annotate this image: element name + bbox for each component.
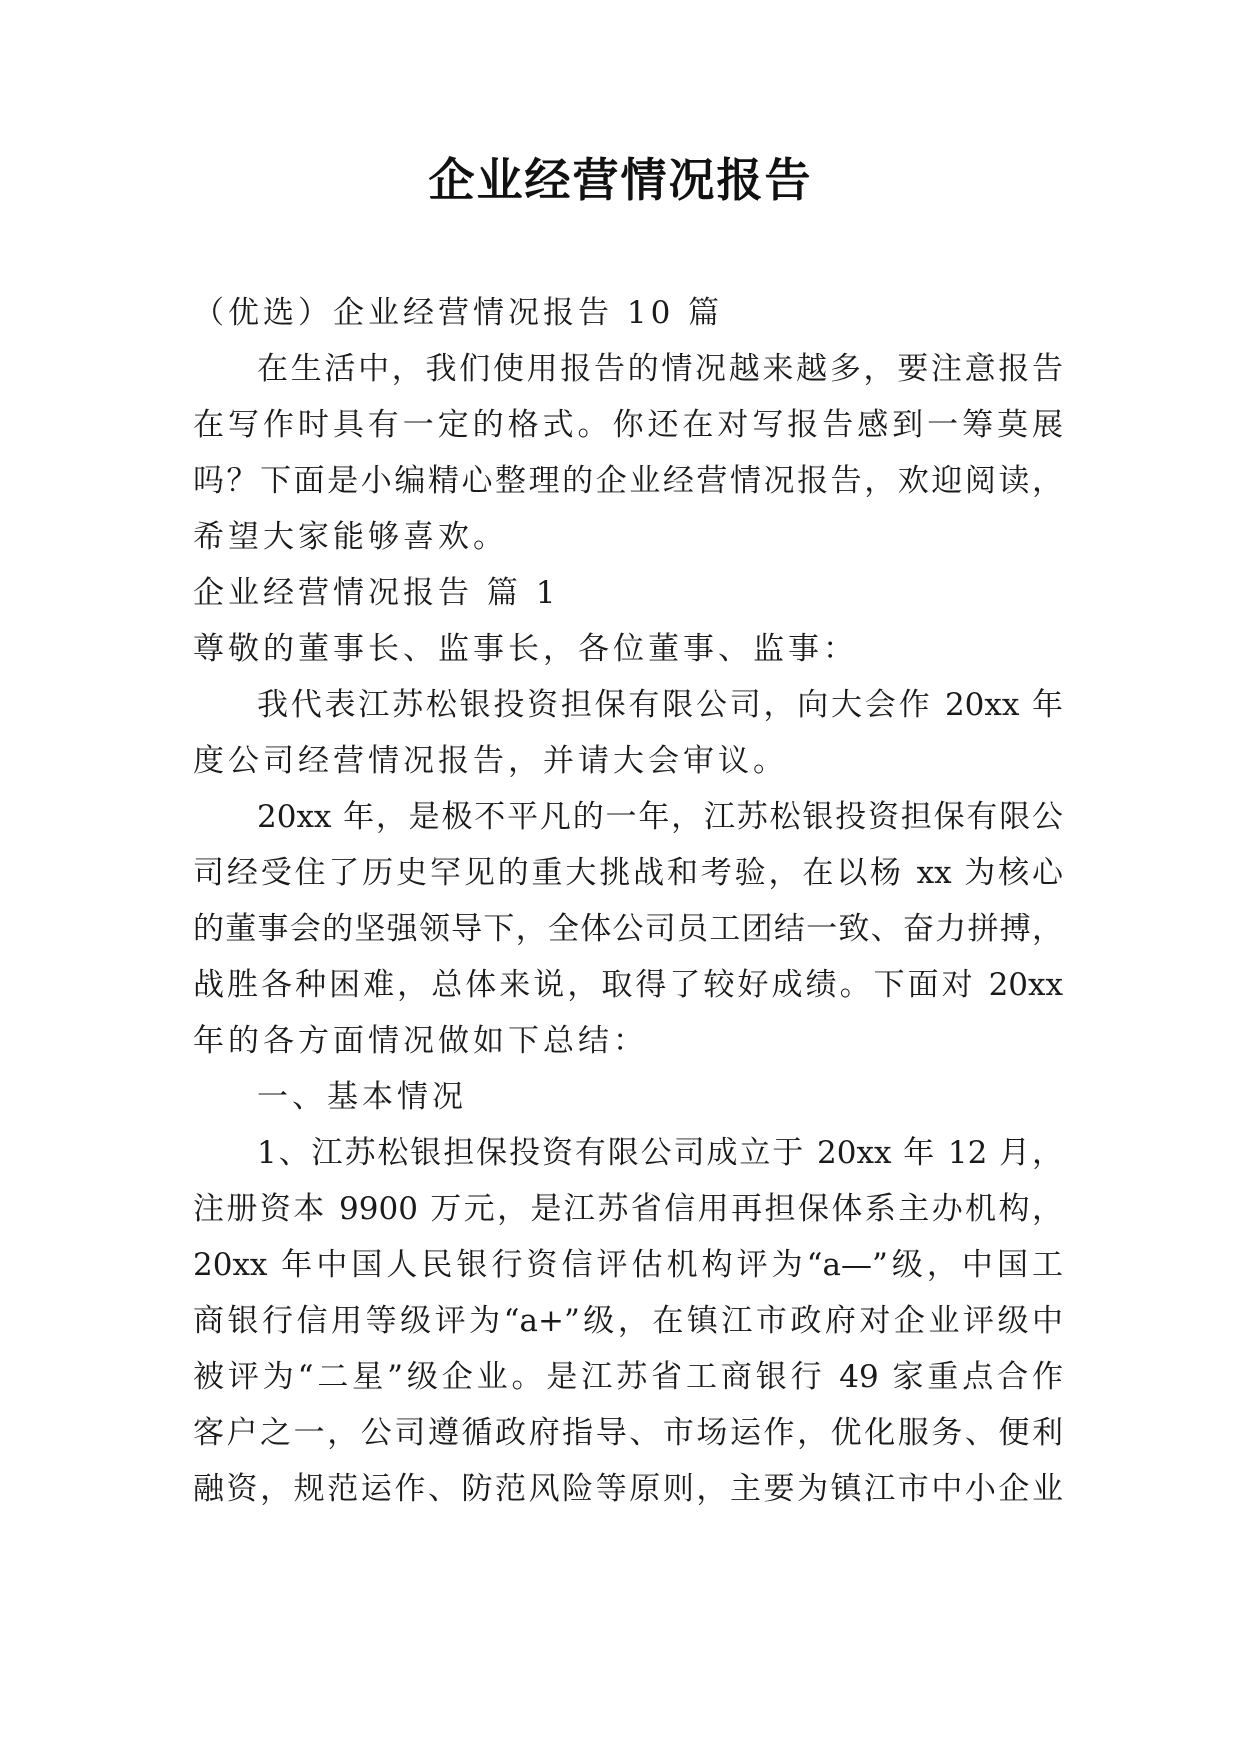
paragraph-line: 希望大家能够喜欢。 [193,519,508,555]
paragraph-line: 20xx 年中国人民银行资信评估机构评为“a—”级，中国工 [193,1247,1063,1283]
paragraph-line: 的董事会的坚强领导下，全体公司员工团结一致、奋力拼搏， [193,911,1063,947]
paragraph-line: 客户之一，公司遵循政府指导、市场运作，优化服务、便利 [193,1415,1063,1451]
paragraph-line: 1、江苏松银担保投资有限公司成立于 20xx 年 12 月， [257,1135,1063,1171]
paragraph-line: 尊敬的董事长、监事长，各位董事、监事： [193,631,858,667]
document-body [193,285,1063,1517]
paragraph-line: 年的各方面情况做如下总结： [193,1023,648,1059]
paragraph-line: 融资，规范运作、防范风险等原则，主要为镇江市中小企业 [193,1471,1063,1507]
paragraph-line: 在生活中，我们使用报告的情况越来越多，要注意报告 [257,351,1063,387]
paragraph-line: 在写作时具有一定的格式。你还在对写报告感到一筹莫展 [193,407,1063,443]
paragraph-line: 注册资本 9900 万元，是江苏省信用再担保体系主办机构， [193,1191,1063,1227]
paragraph-line: 战胜各种困难，总体来说，取得了较好成绩。下面对 20xx [193,967,1063,1003]
paragraph-line: （优选）企业经营情况报告 10 篇 [193,295,724,331]
paragraph-line: 度公司经营情况报告，并请大会审议。 [193,743,788,779]
paragraph-line: 企业经营情况报告 篇 1 [193,575,560,611]
paragraph-line: 司经受住了历史罕见的重大挑战和考验，在以杨 xx 为核心 [193,855,1063,891]
paragraph-line: 我代表江苏松银投资担保有限公司，向大会作 20xx 年 [257,687,1063,723]
document-title: 企业经营情况报告 [428,153,813,207]
paragraph-line: 吗？下面是小编精心整理的企业经营情况报告，欢迎阅读， [193,463,1063,499]
paragraph-line: 被评为“二星”级企业。是江苏省工商银行 49 家重点合作 [193,1359,1063,1395]
paragraph-line: 20xx 年，是极不平凡的一年，江苏松银投资担保有限公 [257,799,1063,835]
paragraph-line: 商银行信用等级评为“a+”级，在镇江市政府对企业评级中 [193,1303,1063,1339]
paragraph-line: 一、基本情况 [257,1079,467,1115]
